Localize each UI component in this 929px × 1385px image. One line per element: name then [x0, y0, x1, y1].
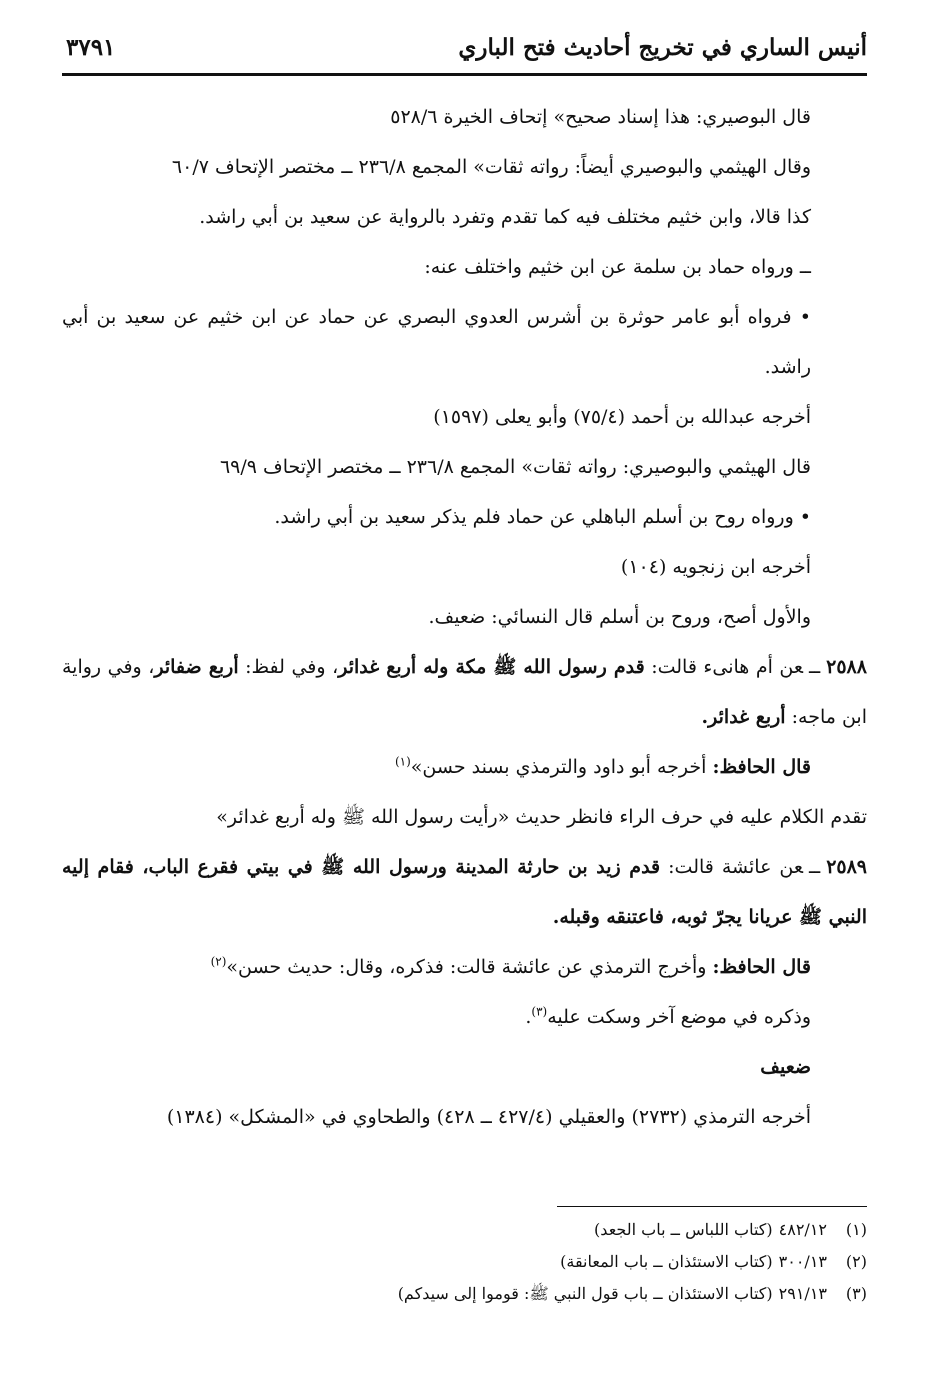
paragraph: • فرواه أبو عامر حوثرة بن أشرس العدوي البصري عن حماد عن ابن خثيم عن سعيد بن أبي راشد.: [62, 306, 811, 378]
footnote: [267, 1246, 867, 1278]
footnote-ref: ٤٨٢/١٢: [778, 1220, 827, 1239]
hafiz-label: قال الحافظ:: [712, 956, 811, 978]
hadith-variant: أربع ضفائر: [154, 656, 239, 678]
footnote-ref: ٢٩١/١٣: [778, 1284, 827, 1303]
footnote: [267, 1278, 867, 1310]
hadith-number: ٢٥٨٩: [826, 856, 868, 878]
hadith-text: قدم زيد بن حارثة المدينة ورسول الله ﷺ في بيتي فقرع الباب، فقام إليه النبي ﷺ عريانا يجرّ ثوبه، فاعتنقه وقبله.: [62, 856, 867, 928]
page-header: [62, 28, 867, 76]
footnotes: [267, 1214, 867, 1310]
hadith-connector: ، وفي رواية ابن ماجه:: [62, 656, 867, 728]
hafiz-continuation: وذكره في موضع آخر وسكت عليه$^{(٣)}$.: [525, 1004, 811, 1028]
hafiz-continuation-text: وذكره في موضع آخر وسكت عليه: [547, 1006, 811, 1028]
hafiz-label: قال الحافظ:: [712, 756, 811, 778]
paragraph: أخرجه ابن زنجويه (١٠٤): [620, 556, 811, 578]
hadith-variant: أربع غدائر.: [701, 706, 786, 728]
page-number: ٣٧٩١: [66, 34, 116, 61]
footnote-rule: [557, 1206, 867, 1207]
grade-label: ضعيف: [760, 1056, 811, 1078]
footnote-ref: ٣٠٠/١٣: [778, 1252, 827, 1271]
footnote-marker: (٢): [210, 954, 227, 969]
paragraph: وقال الهيثمي والبوصيري أيضاً: رواته ثقات» المجمع ٢٣٦/٨ ــ مختصر الإتحاف ٦٠/٧: [171, 156, 811, 178]
footnote-text: (كتاب الاستئذان ــ باب قول النبي ﷺ: قوموا إلى سيدكم): [397, 1284, 773, 1303]
paragraph: قال الهيثمي والبوصيري: رواته ثقات» المجمع ٢٣٦/٨ ــ مختصر الإتحاف ٦٩/٩: [219, 456, 811, 478]
footnote-text: (كتاب اللباس ــ باب الجعد): [594, 1220, 773, 1239]
paragraph: ــ ورواه حماد بن سلمة عن ابن خثيم واختلف عنه:: [424, 256, 811, 278]
hadith-text: قدم رسول الله ﷺ مكة وله أربع غدائر: [338, 656, 645, 678]
footnote-mark: (٢): [845, 1252, 867, 1271]
cross-reference-note: تقدم الكلام عليه في حرف الراء فانظر حديث «رأيت رسول الله ﷺ وله أربع غدائر»: [216, 806, 867, 828]
hafiz-statement: [62, 742, 867, 792]
hafiz-statement: [62, 942, 867, 992]
paragraph: قال البوصيري: هذا إسناد صحيح» إتحاف الخيرة ٥٢٨/٦: [390, 106, 811, 128]
paragraph: أخرجه عبدالله بن أحمد (٧٥/٤) وأبو يعلى (١٥٩٧): [433, 406, 811, 428]
hadith-intro: عن عائشة قالت:: [668, 856, 804, 878]
footnote-mark: (٣): [845, 1284, 867, 1303]
page-body: [62, 92, 867, 1142]
hadith-2589: ٢٥٨٩ــعن عائشة قالت: قدم زيد بن حارثة المدينة ورسول الله ﷺ في بيتي فقرع الباب، فقام إليه النبي ﷺ عريانا يجرّ ثوبه، فاعتنقه وقبله.: [62, 856, 868, 928]
hadith-intro: عن أم هانىء قالت:: [651, 656, 803, 678]
footnote-mark: (١): [845, 1220, 867, 1239]
paragraph: كذا قالا، وابن خثيم مختلف فيه كما تقدم وتفرد بالرواية عن سعيد بن أبي راشد.: [199, 206, 811, 228]
hadith-connector: ، وفي لفظ:: [245, 656, 339, 678]
hafiz-text: وأخرج الترمذي عن عائشة قالت: فذكره، وقال: حديث حسن»: [226, 956, 707, 978]
footnote: [267, 1214, 867, 1246]
hadith-number: ٢٥٨٨: [826, 656, 867, 678]
footnote-text: (كتاب الاستئذان ــ باب المعانقة): [560, 1252, 773, 1271]
paragraph: والأول أصح، وروح بن أسلم قال النسائي: ضعيف.: [428, 606, 811, 628]
paragraph: • ورواه روح بن أسلم الباهلي عن حماد فلم يذكر سعيد بن أبي راشد.: [274, 506, 811, 528]
hadith-2588: ٢٥٨٨ــعن أم هانىء قالت: قدم رسول الله ﷺ مكة وله أربع غدائر، وفي لفظ: أربع ضفائر، وفي رواية ابن ماجه: أربع غدائر.: [62, 656, 867, 728]
running-title: أنيس الساري في تخريج أحاديث فتح الباري: [458, 34, 867, 61]
hafiz-text: أخرجه أبو داود والترمذي بسند حسن»: [410, 756, 707, 778]
takhrij: أخرجه الترمذي (٢٧٣٢) والعقيلي (٤٢٧/٤ ــ ٤٢٨) والطحاوي في «المشكل» (١٣٨٤): [166, 1106, 811, 1128]
footnote-marker: (١): [394, 754, 411, 769]
footnote-marker: (٣): [531, 1004, 548, 1019]
header-rule: [62, 73, 867, 76]
